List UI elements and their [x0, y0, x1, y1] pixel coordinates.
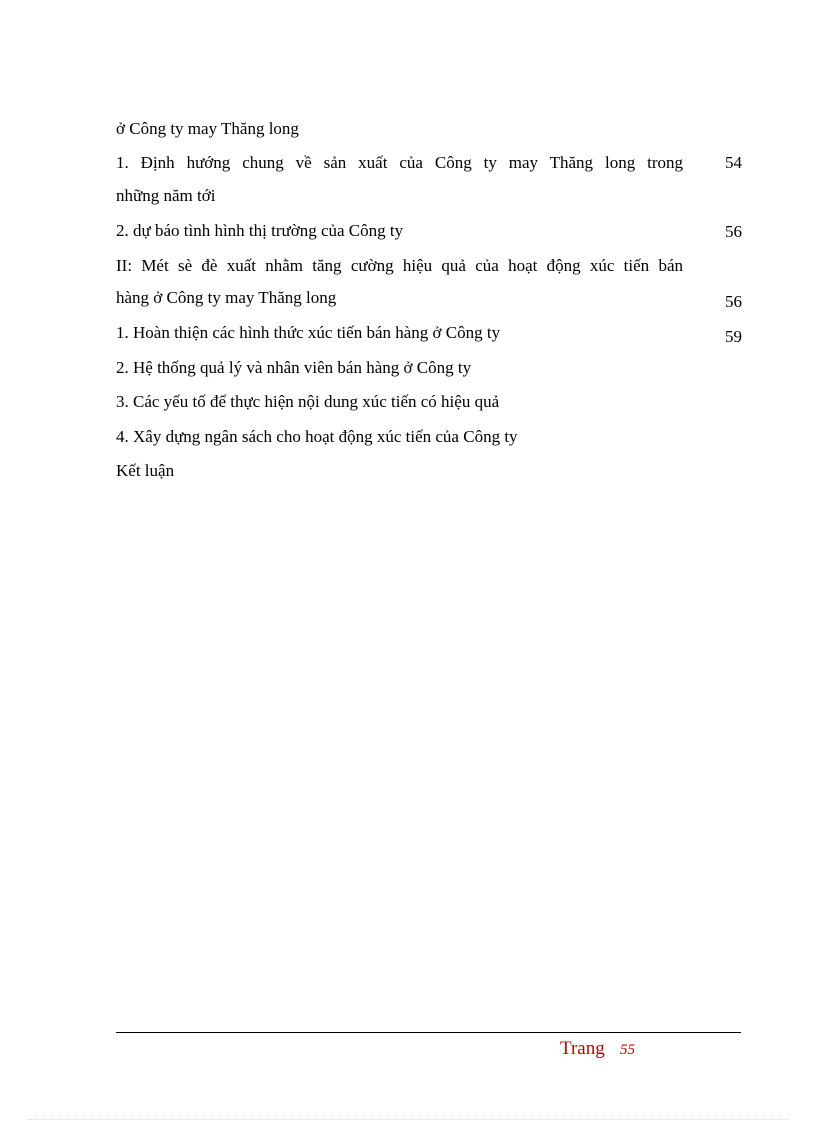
toc-entry-II-3: 3. Các yếu tố để thực hiện nội dung xúc tiến có hiệu quả: [116, 392, 500, 411]
toc-entry-1: 1. Định hướng chung về sản xuất của Công ty may Thăng long trong: [116, 153, 683, 172]
toc-page-number-56b: 56: [725, 292, 742, 311]
toc-entry-II-2: 2. Hệ thống quả lý và nhân viên bán hàng ở Công ty: [116, 358, 472, 377]
toc-section-II-continuation: hàng ở Công ty may Thăng long: [116, 288, 337, 307]
toc-entry-1-continuation: những năm tới: [116, 186, 216, 205]
page-bottom-edge: [28, 1119, 788, 1120]
toc-entry-continuation: ở Công ty may Thăng long: [116, 119, 299, 138]
footer-divider: [116, 1032, 741, 1033]
toc-page-number-54: 54: [725, 153, 742, 172]
toc-entry-2: 2. dự báo tình hình thị trường của Công ty: [116, 221, 404, 240]
toc-section-II: II: Mét sè đè xuất nhằm tăng cường hiệu quả của hoạt động xúc tiến bán: [116, 256, 683, 275]
footer-page-number: 55: [620, 1042, 635, 1058]
toc-page-number-56a: 56: [725, 222, 742, 241]
toc-entry-conclusion: Kết luận: [116, 461, 175, 480]
toc-page-number-59: 59: [725, 327, 742, 346]
toc-entry-II-1: 1. Hoàn thiện các hình thức xúc tiến bán hàng ở Công ty: [116, 323, 501, 342]
toc-entry-II-4: 4. Xây dựng ngân sách cho hoạt động xúc tiến của Công ty: [116, 427, 518, 446]
footer-page-label: Trang: [560, 1038, 605, 1059]
